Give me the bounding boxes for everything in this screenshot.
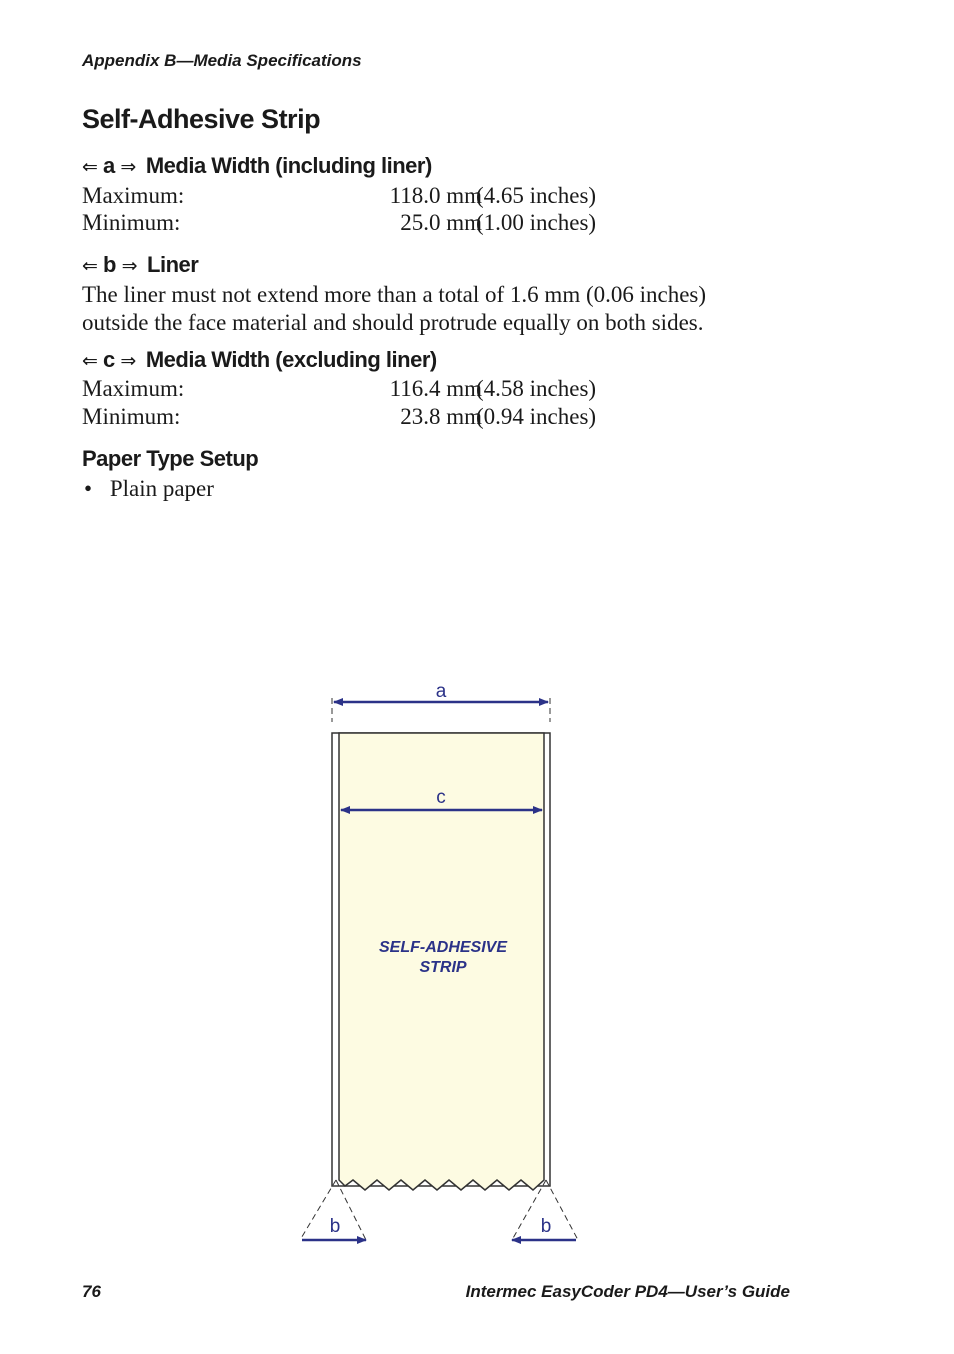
arrow-left-icon: ⇐ — [82, 156, 98, 178]
spec-label: Maximum: — [82, 183, 185, 208]
guide-title: Intermec EasyCoder PD4—User’s Guide — [465, 1282, 790, 1301]
spec-inches: (1.00 inches) — [476, 210, 597, 235]
spec-mm: 116.4 mm — [389, 376, 482, 401]
bullet: • — [84, 476, 93, 501]
section-c-letter: c — [103, 347, 115, 372]
arrow-right-icon: ⇒ — [120, 350, 136, 372]
spec-label: Minimum: — [82, 404, 181, 429]
page-number: 76 — [82, 1282, 101, 1301]
dimension-label-b-right: b — [540, 1216, 552, 1237]
spec-inches: (4.65 inches) — [476, 183, 597, 208]
arrow-left-icon: ⇐ — [82, 255, 98, 277]
dimension-label-c: c — [436, 787, 446, 808]
arrow-right-icon: ⇒ — [121, 255, 138, 277]
spec-label: Minimum: — [82, 210, 181, 235]
section-c-title: Media Width (excluding liner) — [145, 347, 437, 372]
page-title: Self-Adhesive Strip — [82, 104, 321, 134]
spec-mm: 23.8 mm — [400, 404, 482, 429]
spec-mm: 118.0 mm — [389, 183, 482, 208]
arrow-left-icon: ⇐ — [82, 350, 98, 372]
spec-inches: (4.58 inches) — [476, 376, 597, 401]
spec-inches: (0.94 inches) — [476, 404, 597, 429]
arrow-right-icon: ⇒ — [120, 156, 136, 178]
paper-type-value: Plain paper — [109, 476, 214, 501]
section-b-letter: b — [103, 252, 116, 277]
section-a-letter: a — [103, 153, 115, 178]
spec-label: Maximum: — [82, 376, 185, 401]
spec-mm: 25.0 mm — [400, 210, 482, 235]
section-b-title: Liner — [147, 252, 199, 277]
dimension-label-b-left: b — [329, 1216, 341, 1237]
liner-text-line-1: The liner must not extend more than a total of 1.6 mm (0.06 inches) — [82, 282, 707, 307]
running-head: Appendix B—Media Specifications — [82, 51, 362, 70]
liner-text-line-2: outside the face material and should protrude equally on both sides. — [82, 310, 704, 335]
paper-type-heading: Paper Type Setup — [82, 446, 259, 471]
strip-label-line-1: SELF-ADHESIVE — [378, 939, 508, 956]
section-a-title: Media Width (including liner) — [145, 153, 432, 178]
strip-label-line-2: STRIP — [419, 959, 467, 976]
dimension-label-a: a — [435, 681, 447, 702]
